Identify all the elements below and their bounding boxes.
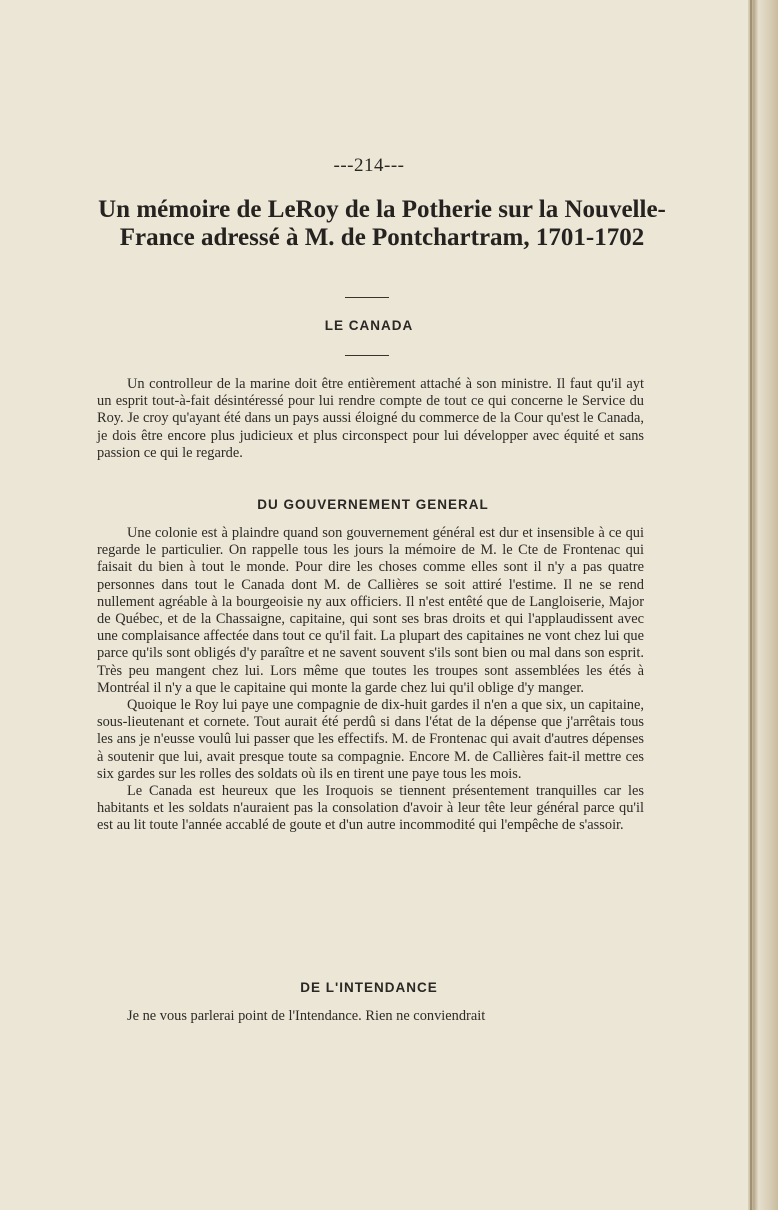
page-number: ---214---: [333, 155, 405, 176]
section-heading-gouvernement: DU GOUVERNEMENT GENERAL: [257, 497, 489, 512]
paragraph: Je ne vous parlerai point de l'Intendance. Rien ne conviendrait: [127, 1008, 486, 1024]
section-divider: [345, 355, 389, 356]
document-title: Un mémoire de LeRoy de la Potherie sur la Nouvelle-France adressé à M. de Pontchartram, 1701-1702: [98, 196, 666, 251]
page-edge: [748, 0, 778, 1210]
paragraph: Quoique le Roy lui paye une compagnie de dix-huit gardes il n'en a que six, un capitaine, sous-lieutenant et cornete. Tout aurait été perdû si dans l'état de la dépense que j'arrêtais tous les ans je n'eusse voulû lui passer que les effectifs. M. de Frontenac qui avait d'autres dépenses à soutenir que lui, avait presque toute sa compagnie. Encore M. de Callières fait-il mettre ces six gardes sur les rolles des soldats où ils en tirent une paye tous les mois.: [97, 697, 644, 782]
section-body-intendance: [97, 1008, 644, 1025]
section-heading-intendance: DE L'INTENDANCE: [300, 980, 438, 995]
paragraph: Le Canada est heureux que les Iroquois se tiennent présentement tranquilles car les habitants et les soldats n'auraient pas la consolation d'avoir à leur tête leur général parce qu'il est au lit toute l'année accablé de goute et d'un autre incommodité qui l'empêche de s'assoir.: [97, 783, 644, 834]
section-body-canada: [97, 376, 644, 462]
paragraph: Un controlleur de la marine doit être entièrement attaché à son ministre. Il faut qu'il ayt un esprit tout-à-fait désintéressé pour lui rendre compte de tout ce qui concerne le Service du Roy. Je croy qu'ayant été dans un pays aussi éloigné du commerce de la Cour qu'est le Canada, je dois être encore plus judicieux et plus circonspect pour lui développer avec équité et sans passion ce qui le regarde.: [97, 376, 644, 461]
paragraph: Une colonie est à plaindre quand son gouvernement général est dur et insensible à ce qui regarde le particulier. On rappelle tous les jours la mémoire de M. le Cte de Frontenac qui faisait du bien à tout le monde. Pour dire les choses comme elles sont il n'y a pas quatre personnes dans tout le Canada dont M. de Callières se soit attiré l'estime. Il ne se rend nullement agréable à la bourgeoisie ny aux officiers. Il n'est entêté que de Langloiserie, Major de Québec, et de la Chassaigne, capitaine, qui sont ses bras droits et qui l'applaudissent avec une complaisance affectée dans tout ce qu'il fait. La plupart des capitaines ne vont chez lui que parce qu'ils sont obligés d'y paraître et ne savent souvent s'ils sont bien ou mal dans son esprit. Très peu mangent chez lui. Lors même que toutes les troupes sont assemblées les étés à Montréal il n'y a que le capitaine qui monte la garde chez lui qu'il oblige d'y manger.: [97, 525, 644, 696]
title-divider: [345, 297, 389, 298]
section-body-gouvernement: [97, 525, 644, 835]
section-heading-canada: LE CANADA: [324, 318, 414, 333]
page-edge-line: [750, 0, 752, 1210]
